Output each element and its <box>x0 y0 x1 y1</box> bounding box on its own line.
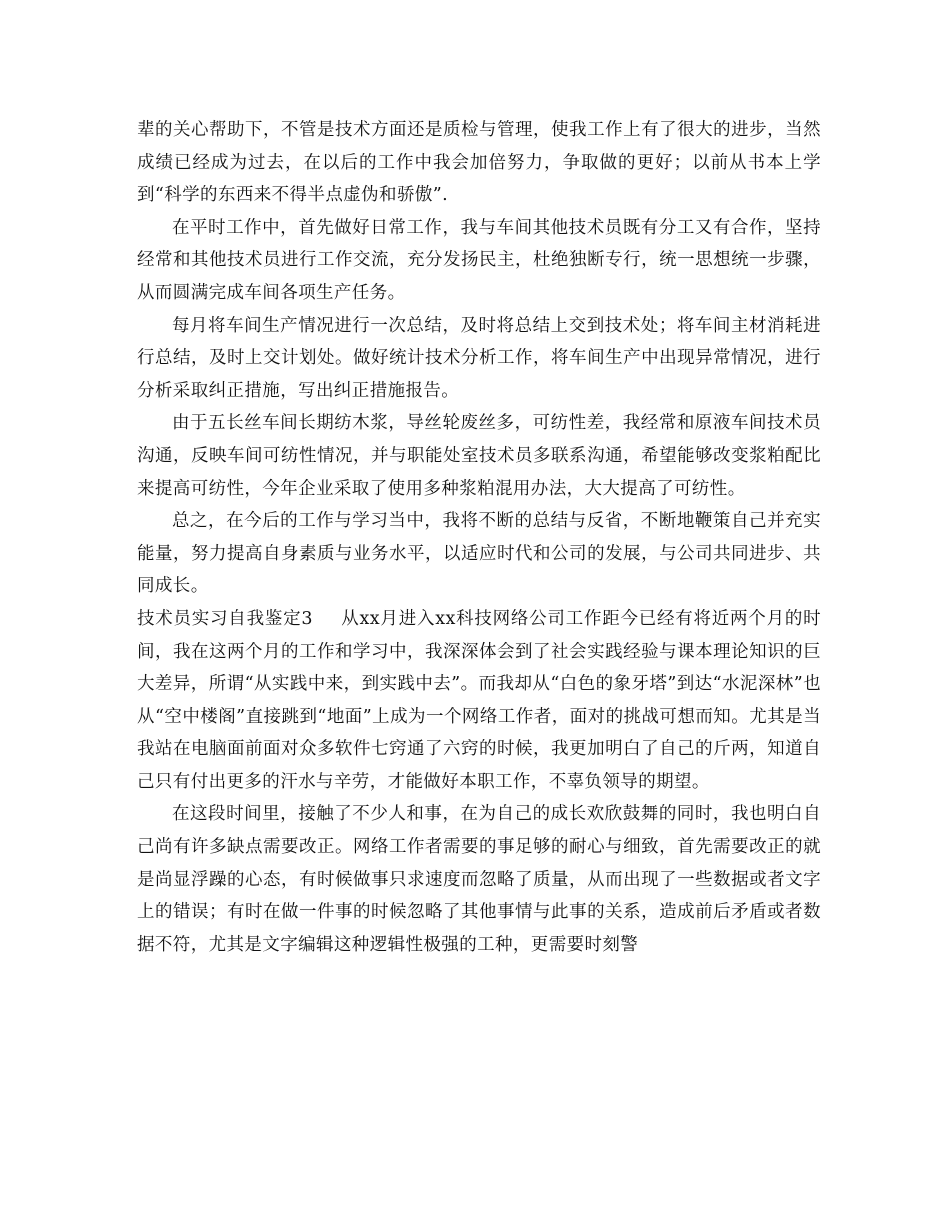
paragraph-spinnability: 由于五长丝车间长期纺木浆，导丝轮废丝多，可纺性差，我经常和原液车间技术员沟通，反映车间可纺性情况，并与职能处室技术员多联系沟通，希望能够改变浆粕配比来提高可纺性，今年企业采取了使用多种浆粕混用办法，大大提高了可纺性。 <box>137 413 821 499</box>
section-first-paragraph: 从xx月进入xx科技网络公司工作距今已经有将近两个月的时间，我在这两个月的工作和学习中，我深深体会到了社会实践经验与课本理论知识的巨大差异，所谓“从实践中来，到实践中去”。而我却从“白色的象牙塔”到达“水泥深林”也从“空中楼阁”直接跳到“地面”上成为一个网络工作者，面对的挑战可想而知。尤其是当我站在电脑面前面对众多软件七窍通了六窍的时候，我更加明白了自己的斤两，知道自己只有付出更多的汗水与辛劳，才能做好本职工作，不辜负领导的期望。 <box>137 608 821 792</box>
paragraph-monthly-summary: 每月将车间生产情况进行一次总结，及时将总结上交到技术处；将车间主材消耗进行总结，及时上交计划处。做好统计技术分析工作，将车间生产中出现异常情况，进行分析采取纠正措施，写出纠正措施报告。 <box>137 315 821 401</box>
section-intro-paragraph <box>137 603 821 799</box>
document-body <box>137 114 821 961</box>
paragraph-shortcomings: 在这段时间里，接触了不少人和事，在为自己的成长欢欣鼓舞的同时，我也明白自己尚有许多缺点需要改正。网络工作者需要的事足够的耐心与细致，首先需要改正的就是尚显浮躁的心态，有时候做事只求速度而忽略了质量，从而出现了一些数据或者文字上的错误；有时在做一件事的时候忽略了其他事情与此事的关系，造成前后矛盾或者数据不符，尤其是文字编辑这种逻辑性极强的工种，更需要时刻警 <box>137 804 821 955</box>
section-heading: 技术员实习自我鉴定3 <box>137 608 313 629</box>
paragraph-continued: 辈的关心帮助下，不管是技术方面还是质检与管理，使我工作上有了很大的进步，当然成绩已经成为过去，在以后的工作中我会加倍努力，争取做的更好；以前从书本上学到“科学的东西来不得半点虚伪和骄傲”. <box>137 120 821 206</box>
paragraph-conclusion: 总之，在今后的工作与学习当中，我将不断的总结与反省，不断地鞭策自己并充实能量，努力提高自身素质与业务水平，以适应时代和公司的发展，与公司共同进步、共同成长。 <box>137 511 821 597</box>
paragraph-daily-work: 在平时工作中，首先做好日常工作，我与车间其他技术员既有分工又有合作，坚持经常和其他技术员进行工作交流，充分发扬民主，杜绝独断专行，统一思想统一步骤，从而圆满完成车间各项生产任务。 <box>137 217 821 303</box>
